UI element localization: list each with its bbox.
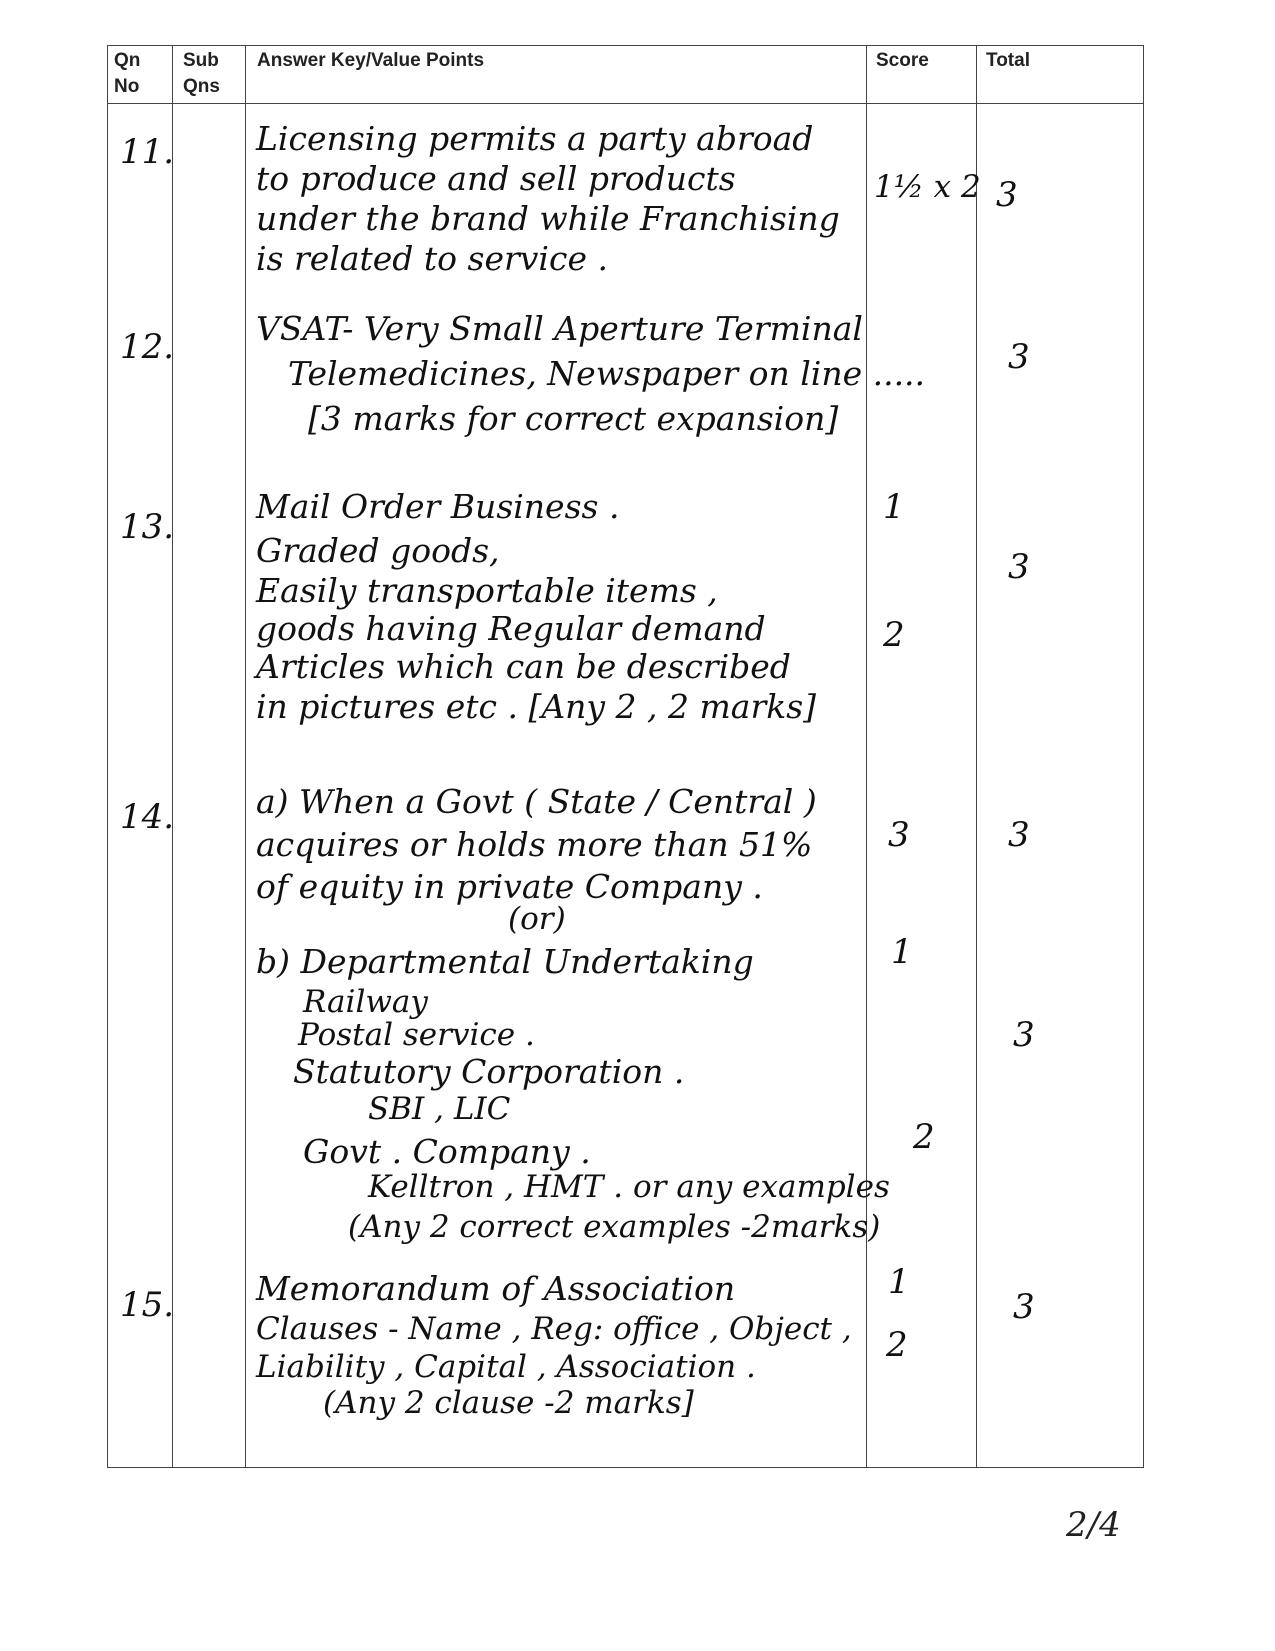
total-value: 3: [1013, 1287, 1035, 1327]
header-answer-key: Answer Key/Value Points: [257, 50, 485, 71]
answer-line: Licensing permits a party abroad: [256, 119, 814, 158]
answer-line: under the brand while Franchising: [256, 199, 840, 238]
answer-line: Mail Order Business .: [256, 487, 620, 526]
answer-line: to produce and sell products: [256, 159, 736, 198]
answer-line: (or): [508, 901, 566, 937]
score-value: 2: [886, 1325, 908, 1365]
header-text: Sub: [183, 50, 219, 71]
total-value: 3: [996, 175, 1018, 215]
answer-line: goods having Regular demand: [256, 609, 766, 648]
answer-line: in pictures etc . [Any 2 , 2 marks]: [256, 687, 817, 726]
score-value: 1: [888, 1262, 910, 1302]
column-divider: [245, 46, 246, 1467]
header-score: Score: [876, 50, 929, 71]
question-number: 13.: [120, 507, 175, 547]
answer-key-table: [107, 45, 1144, 1468]
header-sub-qns: [183, 48, 220, 100]
answer-line: b) Departmental Undertaking: [256, 942, 754, 981]
total-value: 3: [1013, 1015, 1035, 1055]
header-text: No: [114, 76, 140, 97]
answer-line: (Any 2 clause -2 marks]: [323, 1385, 694, 1421]
header-qn-no: [114, 48, 140, 100]
answer-line: SBI , LIC: [368, 1091, 511, 1127]
answer-line: Railway: [303, 984, 428, 1020]
score-value: 2: [883, 615, 905, 655]
question-number: 14.: [120, 797, 175, 837]
answer-line: acquires or holds more than 51%: [256, 825, 813, 864]
total-value: 3: [1008, 337, 1030, 377]
answer-line: VSAT- Very Small Aperture Terminal: [256, 309, 863, 348]
answer-line: Kelltron , HMT . or any examples: [368, 1169, 890, 1205]
column-divider: [172, 46, 173, 1467]
answer-line: a) When a Govt ( State / Central ): [256, 782, 817, 821]
answer-line: Statutory Corporation .: [293, 1052, 685, 1091]
question-number: 15.: [120, 1285, 175, 1325]
column-divider: [976, 46, 977, 1467]
score-value: 3: [888, 815, 910, 855]
header-text: Qn: [114, 50, 141, 71]
answer-line: Easily transportable items ,: [256, 571, 718, 610]
answer-line: Memorandum of Association: [256, 1269, 736, 1308]
score-value: 1: [883, 487, 905, 527]
answer-line: Telemedicines, Newspaper on line .....: [288, 354, 926, 393]
page-number: 2/4: [1066, 1505, 1121, 1545]
total-value: 3: [1008, 815, 1030, 855]
column-divider: [866, 46, 867, 1467]
answer-line: (Any 2 correct examples -2marks): [348, 1209, 881, 1245]
header-divider: [108, 103, 1143, 104]
answer-line: [3 marks for correct expansion]: [308, 399, 839, 438]
header-total: Total: [986, 50, 1030, 71]
score-value: 1: [891, 932, 913, 972]
score-value: 2: [913, 1117, 935, 1157]
question-number: 11.: [120, 132, 175, 172]
answer-line: is related to service .: [256, 239, 608, 278]
total-value: 3: [1008, 547, 1030, 587]
answer-line: Govt . Company .: [303, 1132, 591, 1171]
header-text: Qns: [183, 76, 220, 97]
answer-line: Postal service .: [298, 1017, 535, 1053]
answer-line: Liability , Capital , Association .: [256, 1349, 756, 1385]
answer-line: Articles which can be described: [256, 647, 791, 686]
answer-line: Clauses - Name , Reg: office , Object ,: [256, 1311, 852, 1347]
score-value: 1½ x 2: [874, 169, 981, 205]
answer-line: Graded goods,: [256, 531, 500, 570]
question-number: 12.: [120, 327, 175, 367]
answer-line: of equity in private Company .: [256, 867, 763, 906]
